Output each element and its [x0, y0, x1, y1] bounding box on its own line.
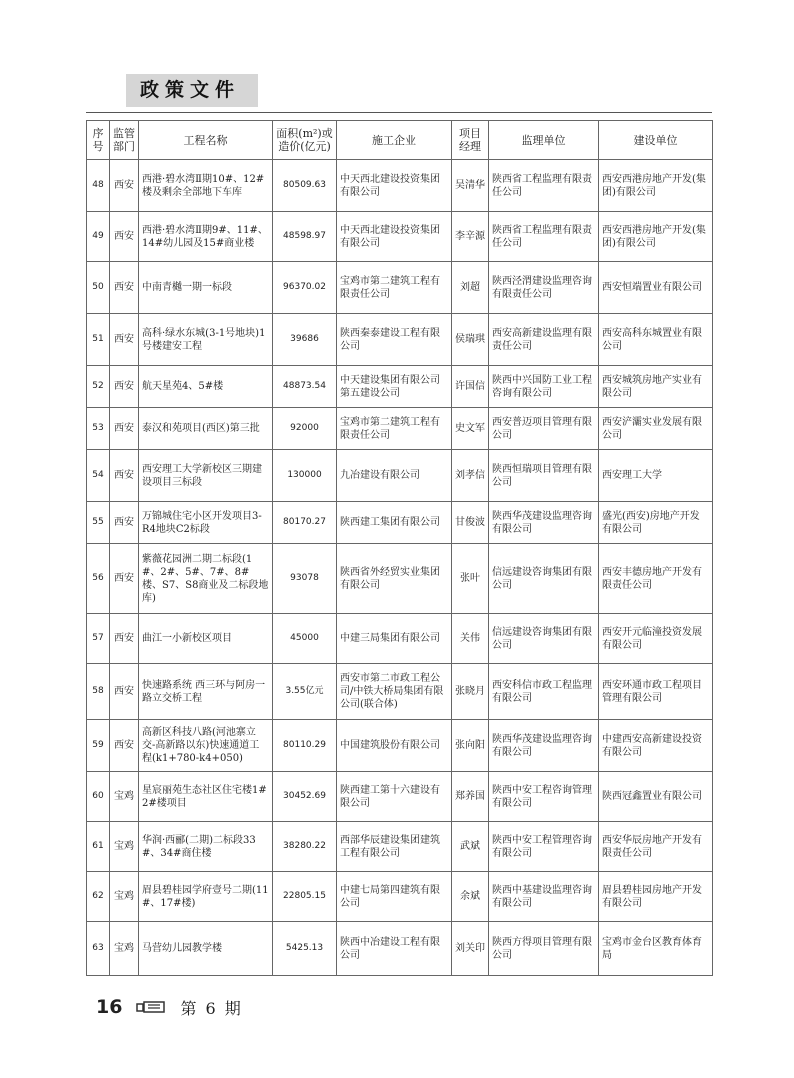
row-owner: 西安高科东城置业有限公司 [599, 314, 713, 366]
row-seq: 54 [87, 450, 110, 502]
row-manager: 刘关印 [452, 922, 489, 976]
row-area: 80509.63 [273, 160, 337, 212]
row-seq: 59 [87, 720, 110, 772]
row-name: 万锦城住宅小区开发项目3-R4地块C2标段 [139, 502, 273, 544]
row-seq: 61 [87, 822, 110, 872]
row-area: 96370.02 [273, 262, 337, 314]
row-supervisor: 陕西中基建设监理咨询有限公司 [489, 872, 599, 922]
row-supervisor: 陕西中安工程咨询管理有限公司 [489, 772, 599, 822]
row-area: 92000 [273, 408, 337, 450]
header-builder: 施工企业 [337, 121, 452, 160]
row-supervisor: 陕西华茂建设监理咨询有限公司 [489, 502, 599, 544]
row-manager: 余斌 [452, 872, 489, 922]
project-table [86, 120, 713, 976]
header-rule [86, 112, 712, 113]
row-owner: 西安西港房地产开发(集团)有限公司 [599, 160, 713, 212]
header-supervisor: 监理单位 [489, 121, 599, 160]
row-owner: 西安西港房地产开发(集团)有限公司 [599, 212, 713, 262]
row-builder: 西部华辰建设集团建筑工程有限公司 [337, 822, 452, 872]
row-builder: 九冶建设有限公司 [337, 450, 452, 502]
row-dept: 西安 [110, 160, 139, 212]
row-manager: 李辛源 [452, 212, 489, 262]
row-builder: 宝鸡市第二建筑工程有限责任公司 [337, 408, 452, 450]
row-dept: 西安 [110, 502, 139, 544]
table-row [87, 160, 713, 212]
row-name: 曲江一小新校区项目 [139, 614, 273, 664]
row-builder: 中国建筑股份有限公司 [337, 720, 452, 772]
row-area: 22805.15 [273, 872, 337, 922]
table-row [87, 314, 713, 366]
row-builder: 陕西建工第十六建设有限公司 [337, 772, 452, 822]
row-supervisor: 信远建设咨询集团有限公司 [489, 614, 599, 664]
row-dept: 西安 [110, 614, 139, 664]
row-owner: 眉县碧桂园房地产开发有限公司 [599, 872, 713, 922]
table-row [87, 772, 713, 822]
row-manager: 张向阳 [452, 720, 489, 772]
header-area: 面积(m²)或造价(亿元) [273, 121, 337, 160]
row-builder: 中建七局第四建筑有限公司 [337, 872, 452, 922]
row-area: 3.55亿元 [273, 664, 337, 720]
row-builder: 中天西北建设投资集团有限公司 [337, 212, 452, 262]
row-builder: 中天西北建设投资集团有限公司 [337, 160, 452, 212]
row-area: 30452.69 [273, 772, 337, 822]
row-manager: 郑养国 [452, 772, 489, 822]
row-owner: 西安浐灞实业发展有限公司 [599, 408, 713, 450]
row-name: 航天星苑4、5#楼 [139, 366, 273, 408]
row-supervisor: 陕西泾渭建设监理咨询有限责任公司 [489, 262, 599, 314]
header-dept: 监管部门 [110, 121, 139, 160]
row-seq: 57 [87, 614, 110, 664]
row-seq: 52 [87, 366, 110, 408]
table-row [87, 262, 713, 314]
row-manager: 武斌 [452, 822, 489, 872]
row-manager: 关伟 [452, 614, 489, 664]
row-manager: 侯瑞琪 [452, 314, 489, 366]
row-owner: 西安丰德房地产开发有限责任公司 [599, 544, 713, 614]
table-row [87, 502, 713, 544]
row-owner: 西安开元临潼投资发展有限公司 [599, 614, 713, 664]
table-row [87, 408, 713, 450]
row-supervisor: 陕西省工程监理有限责任公司 [489, 160, 599, 212]
row-seq: 55 [87, 502, 110, 544]
page-footer [96, 995, 243, 1019]
row-manager: 刘孝信 [452, 450, 489, 502]
row-manager: 刘超 [452, 262, 489, 314]
row-manager: 甘俊波 [452, 502, 489, 544]
row-dept: 西安 [110, 262, 139, 314]
table-row [87, 822, 713, 872]
table-row [87, 720, 713, 772]
table-row [87, 614, 713, 664]
row-owner: 西安华辰房地产开发有限责任公司 [599, 822, 713, 872]
row-dept: 宝鸡 [110, 872, 139, 922]
row-seq: 50 [87, 262, 110, 314]
row-builder: 中建三局集团有限公司 [337, 614, 452, 664]
row-name: 泰汉和苑项目(西区)第三批 [139, 408, 273, 450]
table-row [87, 366, 713, 408]
row-name: 紫薇花园洲二期二标段(1#、2#、5#、7#、8#楼、S7、S8商业及二标段地库) [139, 544, 273, 614]
row-owner: 西安城筑房地产实业有限公司 [599, 366, 713, 408]
row-supervisor: 西安普迈项目管理有限公司 [489, 408, 599, 450]
row-name: 西港·碧水湾Ⅱ期10#、12#楼及剩余全部地下车库 [139, 160, 273, 212]
row-name: 西安理工大学新校区三期建设项目三标段 [139, 450, 273, 502]
row-dept: 西安 [110, 450, 139, 502]
row-seq: 63 [87, 922, 110, 976]
row-supervisor: 陕西恒瑞项目管理有限公司 [489, 450, 599, 502]
row-dept: 西安 [110, 314, 139, 366]
row-name: 中南青樾一期一标段 [139, 262, 273, 314]
row-builder: 陕西秦泰建设工程有限公司 [337, 314, 452, 366]
row-name: 快速路系统 西三环与阿房一路立交桥工程 [139, 664, 273, 720]
row-dept: 西安 [110, 720, 139, 772]
row-owner: 宝鸡市金台区教育体育局 [599, 922, 713, 976]
row-manager: 许国信 [452, 366, 489, 408]
row-owner: 西安恒端置业有限公司 [599, 262, 713, 314]
header-manager: 项目经理 [452, 121, 489, 160]
row-supervisor: 信远建设咨询集团有限公司 [489, 544, 599, 614]
header-seq: 序号 [87, 121, 110, 160]
row-name: 星宸丽苑生态社区住宅楼1#2#楼项目 [139, 772, 273, 822]
row-seq: 53 [87, 408, 110, 450]
row-name: 马营幼儿园教学楼 [139, 922, 273, 976]
row-manager: 吴清华 [452, 160, 489, 212]
row-builder: 宝鸡市第二建筑工程有限责任公司 [337, 262, 452, 314]
row-name: 西港·碧水湾Ⅱ期9#、11#、14#幼儿园及15#商业楼 [139, 212, 273, 262]
header-name: 工程名称 [139, 121, 273, 160]
row-builder: 陕西省外经贸实业集团有限公司 [337, 544, 452, 614]
row-name: 华润·西郦(二期)二标段33#、34#商住楼 [139, 822, 273, 872]
row-area: 39686 [273, 314, 337, 366]
row-area: 5425.13 [273, 922, 337, 976]
row-name: 眉县碧桂园学府壹号二期(11#、17#楼) [139, 872, 273, 922]
row-owner: 西安环通市政工程项目管理有限公司 [599, 664, 713, 720]
row-dept: 宝鸡 [110, 922, 139, 976]
magazine-logo-icon [136, 999, 166, 1015]
row-supervisor: 陕西中兴国防工业工程咨询有限公司 [489, 366, 599, 408]
row-owner: 陕西冠鑫置业有限公司 [599, 772, 713, 822]
table-row [87, 664, 713, 720]
table-header-row [87, 121, 713, 160]
row-area: 48873.54 [273, 366, 337, 408]
row-seq: 48 [87, 160, 110, 212]
row-seq: 60 [87, 772, 110, 822]
row-owner: 中建西安高新建设投资有限公司 [599, 720, 713, 772]
row-area: 80170.27 [273, 502, 337, 544]
row-dept: 宝鸡 [110, 772, 139, 822]
row-supervisor: 西安科信市政工程监理有限公司 [489, 664, 599, 720]
table-row [87, 544, 713, 614]
row-supervisor: 西安高新建设监理有限责任公司 [489, 314, 599, 366]
row-dept: 西安 [110, 664, 139, 720]
row-owner: 西安理工大学 [599, 450, 713, 502]
row-supervisor: 陕西方得项目管理有限公司 [489, 922, 599, 976]
row-builder: 中天建设集团有限公司第五建设公司 [337, 366, 452, 408]
row-area: 80110.29 [273, 720, 337, 772]
row-supervisor: 陕西华茂建设监理咨询有限公司 [489, 720, 599, 772]
row-name: 高新区科技八路(河池寨立交-高新路以东)快速通道工程(k1+780-k4+050) [139, 720, 273, 772]
row-area: 93078 [273, 544, 337, 614]
table-row [87, 450, 713, 502]
row-owner: 盛光(西安)房地产开发有限公司 [599, 502, 713, 544]
row-dept: 西安 [110, 212, 139, 262]
row-name: 高科·绿水东城(3-1号地块)1号楼建安工程 [139, 314, 273, 366]
row-builder: 西安市第二市政工程公司/中铁大桥局集团有限公司(联合体) [337, 664, 452, 720]
issue-label: 第 6 期 [180, 998, 243, 1018]
row-dept: 西安 [110, 366, 139, 408]
row-seq: 58 [87, 664, 110, 720]
header-owner: 建设单位 [599, 121, 713, 160]
row-area: 48598.97 [273, 212, 337, 262]
row-dept: 西安 [110, 408, 139, 450]
row-builder: 陕西建工集团有限公司 [337, 502, 452, 544]
page-number: 16 [96, 996, 123, 1018]
row-seq: 62 [87, 872, 110, 922]
row-supervisor: 陕西省工程监理有限责任公司 [489, 212, 599, 262]
table-row [87, 922, 713, 976]
row-dept: 宝鸡 [110, 822, 139, 872]
row-manager: 史文军 [452, 408, 489, 450]
row-supervisor: 陕西中安工程管理咨询有限公司 [489, 822, 599, 872]
row-area: 45000 [273, 614, 337, 664]
section-title: 政策文件 [126, 74, 258, 107]
row-builder: 陕西中冶建设工程有限公司 [337, 922, 452, 976]
row-seq: 49 [87, 212, 110, 262]
row-area: 130000 [273, 450, 337, 502]
row-seq: 51 [87, 314, 110, 366]
table-row [87, 212, 713, 262]
row-dept: 西安 [110, 544, 139, 614]
row-seq: 56 [87, 544, 110, 614]
table-row [87, 872, 713, 922]
row-area: 38280.22 [273, 822, 337, 872]
row-manager: 张叶 [452, 544, 489, 614]
row-manager: 张晓月 [452, 664, 489, 720]
